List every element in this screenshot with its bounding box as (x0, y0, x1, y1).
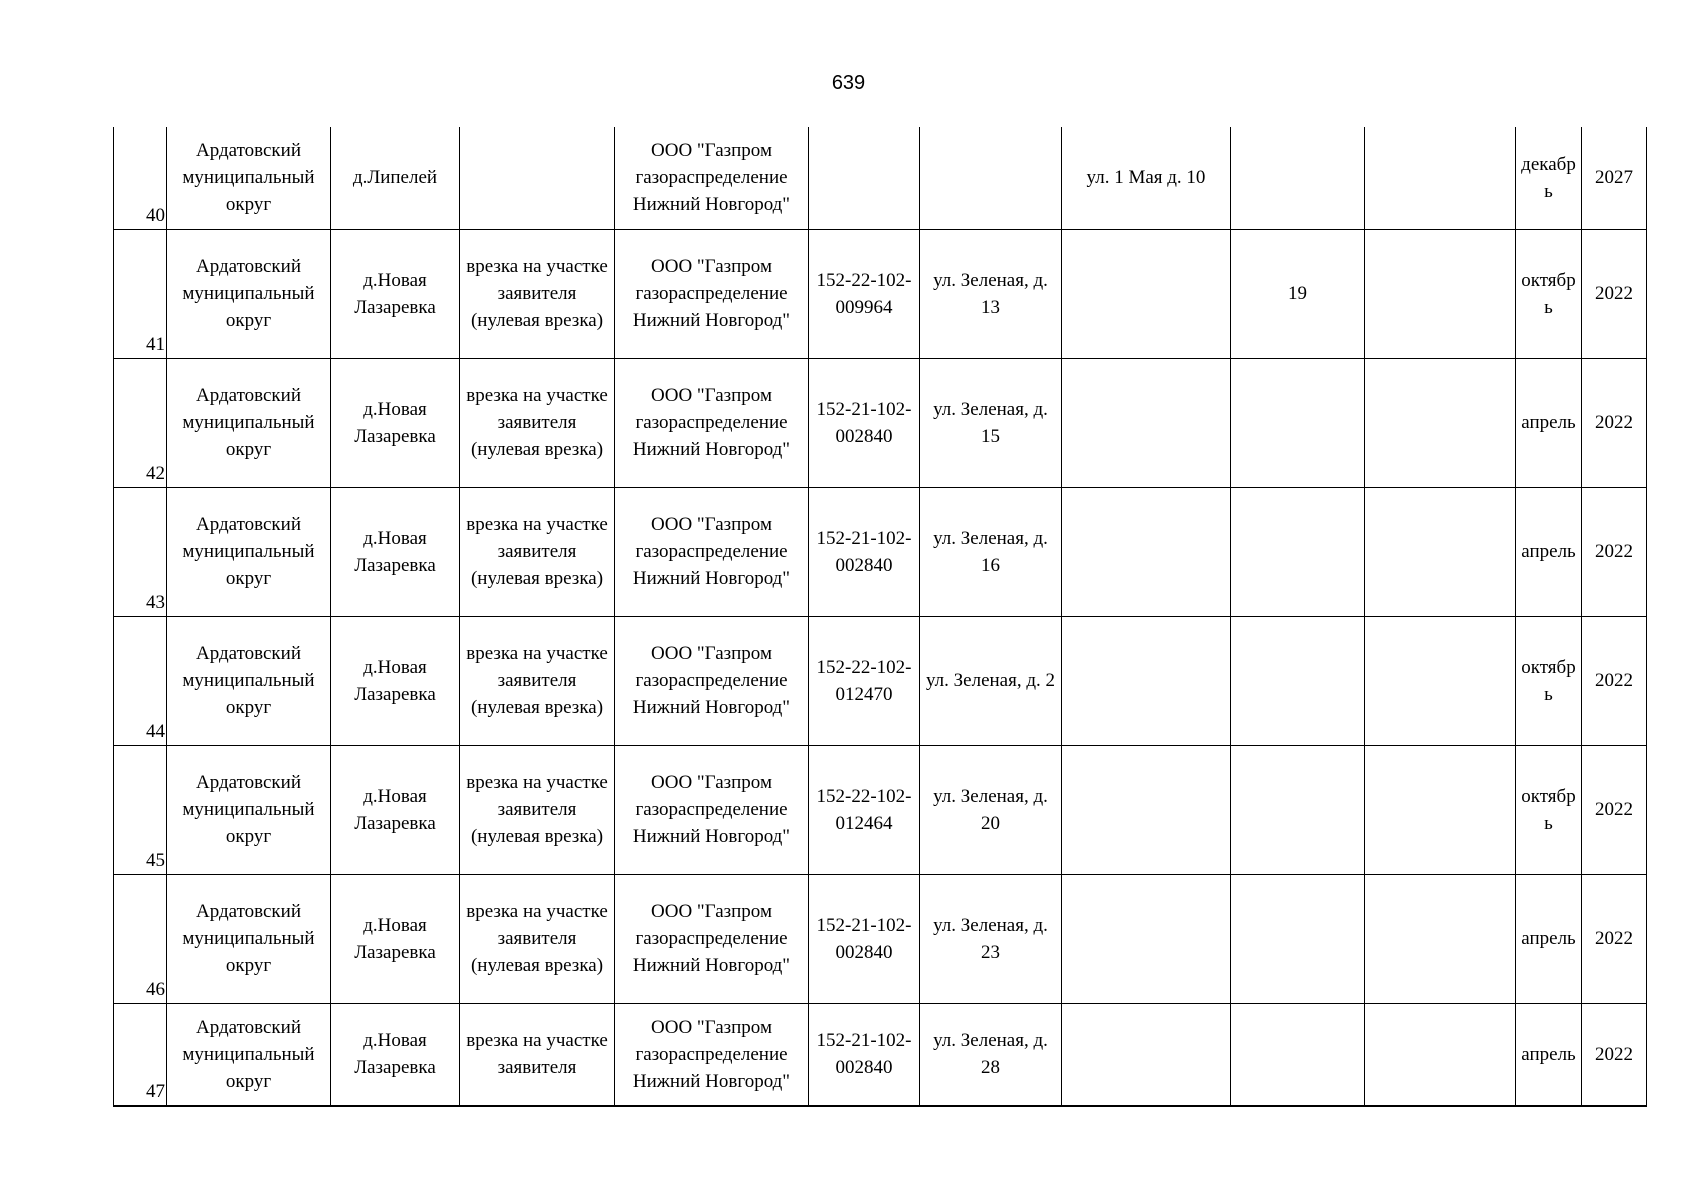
address-alt-cell (1062, 487, 1231, 616)
connection-type-cell: врезка на участке заявителя (нулевая врезка) (460, 229, 615, 358)
gasification-table (113, 127, 1647, 1107)
settlement-cell: д.Новая Лазаревка (331, 745, 460, 874)
connection-type-cell: врезка на участке заявителя (нулевая врезка) (460, 358, 615, 487)
address-cell: ул. Зеленая, д. 28 (920, 1003, 1062, 1106)
table-row (114, 874, 1647, 1003)
organization-cell: ООО "Газпром газораспределение Нижний Новгород" (615, 358, 809, 487)
district-cell: Ардатовский муниципальный округ (167, 616, 331, 745)
settlement-cell: д.Новая Лазаревка (331, 874, 460, 1003)
month-cell: октябр ь (1516, 229, 1582, 358)
connection-type-cell: врезка на участке заявителя (460, 1003, 615, 1106)
row-number: 45 (114, 745, 167, 874)
row-number: 41 (114, 229, 167, 358)
year-cell: 2022 (1582, 745, 1647, 874)
address-alt-cell: ул. 1 Мая д. 10 (1062, 127, 1231, 229)
quantity-cell (1231, 487, 1365, 616)
address-cell: ул. Зеленая, д. 16 (920, 487, 1062, 616)
address-cell: ул. Зеленая, д. 15 (920, 358, 1062, 487)
address-alt-cell (1062, 358, 1231, 487)
address-cell: ул. Зеленая, д. 20 (920, 745, 1062, 874)
row-number: 42 (114, 358, 167, 487)
contract-number-cell: 152-22-102-009964 (809, 229, 920, 358)
address-alt-cell (1062, 616, 1231, 745)
extra-cell (1365, 874, 1516, 1003)
settlement-cell: д.Новая Лазаревка (331, 358, 460, 487)
address-alt-cell (1062, 874, 1231, 1003)
extra-cell (1365, 358, 1516, 487)
quantity-cell (1231, 874, 1365, 1003)
address-alt-cell (1062, 229, 1231, 358)
year-cell: 2022 (1582, 874, 1647, 1003)
year-cell: 2022 (1582, 358, 1647, 487)
settlement-cell: д.Липелей (331, 127, 460, 229)
connection-type-cell: врезка на участке заявителя (нулевая врезка) (460, 745, 615, 874)
page-number: 639 (831, 72, 866, 94)
extra-cell (1365, 487, 1516, 616)
row-number: 43 (114, 487, 167, 616)
district-cell: Ардатовский муниципальный округ (167, 745, 331, 874)
address-alt-cell (1062, 1003, 1231, 1106)
year-cell: 2022 (1582, 616, 1647, 745)
district-cell: Ардатовский муниципальный округ (167, 1003, 331, 1106)
settlement-cell: д.Новая Лазаревка (331, 487, 460, 616)
extra-cell (1365, 745, 1516, 874)
extra-cell (1365, 616, 1516, 745)
month-cell: апрель (1516, 487, 1582, 616)
organization-cell: ООО "Газпром газораспределение Нижний Новгород" (615, 874, 809, 1003)
district-cell: Ардатовский муниципальный округ (167, 229, 331, 358)
connection-type-cell (460, 127, 615, 229)
organization-cell: ООО "Газпром газораспределение Нижний Новгород" (615, 127, 809, 229)
settlement-cell: д.Новая Лазаревка (331, 1003, 460, 1106)
organization-cell: ООО "Газпром газораспределение Нижний Новгород" (615, 229, 809, 358)
organization-cell: ООО "Газпром газораспределение Нижний Новгород" (615, 745, 809, 874)
connection-type-cell: врезка на участке заявителя (нулевая врезка) (460, 874, 615, 1003)
month-cell: декабр ь (1516, 127, 1582, 229)
row-number: 47 (114, 1003, 167, 1106)
quantity-cell (1231, 127, 1365, 229)
quantity-cell (1231, 616, 1365, 745)
row-number: 40 (114, 127, 167, 229)
contract-number-cell: 152-21-102-002840 (809, 1003, 920, 1106)
organization-cell: ООО "Газпром газораспределение Нижний Новгород" (615, 616, 809, 745)
extra-cell (1365, 127, 1516, 229)
settlement-cell: д.Новая Лазаревка (331, 229, 460, 358)
year-cell: 2022 (1582, 487, 1647, 616)
year-cell: 2022 (1582, 1003, 1647, 1106)
connection-type-cell: врезка на участке заявителя (нулевая врезка) (460, 487, 615, 616)
extra-cell (1365, 1003, 1516, 1106)
contract-number-cell: 152-21-102-002840 (809, 487, 920, 616)
district-cell: Ардатовский муниципальный округ (167, 358, 331, 487)
quantity-cell (1231, 745, 1365, 874)
contract-number-cell: 152-21-102-002840 (809, 358, 920, 487)
month-cell: апрель (1516, 874, 1582, 1003)
table-row (114, 745, 1647, 874)
table-row (114, 487, 1647, 616)
row-number: 46 (114, 874, 167, 1003)
contract-number-cell: 152-22-102-012464 (809, 745, 920, 874)
table-row (114, 616, 1647, 745)
row-number: 44 (114, 616, 167, 745)
table-row (114, 229, 1647, 358)
quantity-cell (1231, 1003, 1365, 1106)
month-cell: октябр ь (1516, 616, 1582, 745)
address-cell: ул. Зеленая, д. 13 (920, 229, 1062, 358)
organization-cell: ООО "Газпром газораспределение Нижний Новгород" (615, 1003, 809, 1106)
table-row (114, 127, 1647, 229)
district-cell: Ардатовский муниципальный округ (167, 487, 331, 616)
organization-cell: ООО "Газпром газораспределение Нижний Новгород" (615, 487, 809, 616)
year-cell: 2022 (1582, 229, 1647, 358)
year-cell: 2027 (1582, 127, 1647, 229)
month-cell: октябр ь (1516, 745, 1582, 874)
address-cell (920, 127, 1062, 229)
address-cell: ул. Зеленая, д. 23 (920, 874, 1062, 1003)
extra-cell (1365, 229, 1516, 358)
contract-number-cell: 152-21-102-002840 (809, 874, 920, 1003)
month-cell: апрель (1516, 358, 1582, 487)
table-row (114, 1003, 1647, 1106)
district-cell: Ардатовский муниципальный округ (167, 874, 331, 1003)
month-cell: апрель (1516, 1003, 1582, 1106)
table-row (114, 358, 1647, 487)
contract-number-cell (809, 127, 920, 229)
district-cell: Ардатовский муниципальный округ (167, 127, 331, 229)
quantity-cell: 19 (1231, 229, 1365, 358)
contract-number-cell: 152-22-102-012470 (809, 616, 920, 745)
settlement-cell: д.Новая Лазаревка (331, 616, 460, 745)
address-alt-cell (1062, 745, 1231, 874)
connection-type-cell: врезка на участке заявителя (нулевая врезка) (460, 616, 615, 745)
quantity-cell (1231, 358, 1365, 487)
address-cell: ул. Зеленая, д. 2 (920, 616, 1062, 745)
